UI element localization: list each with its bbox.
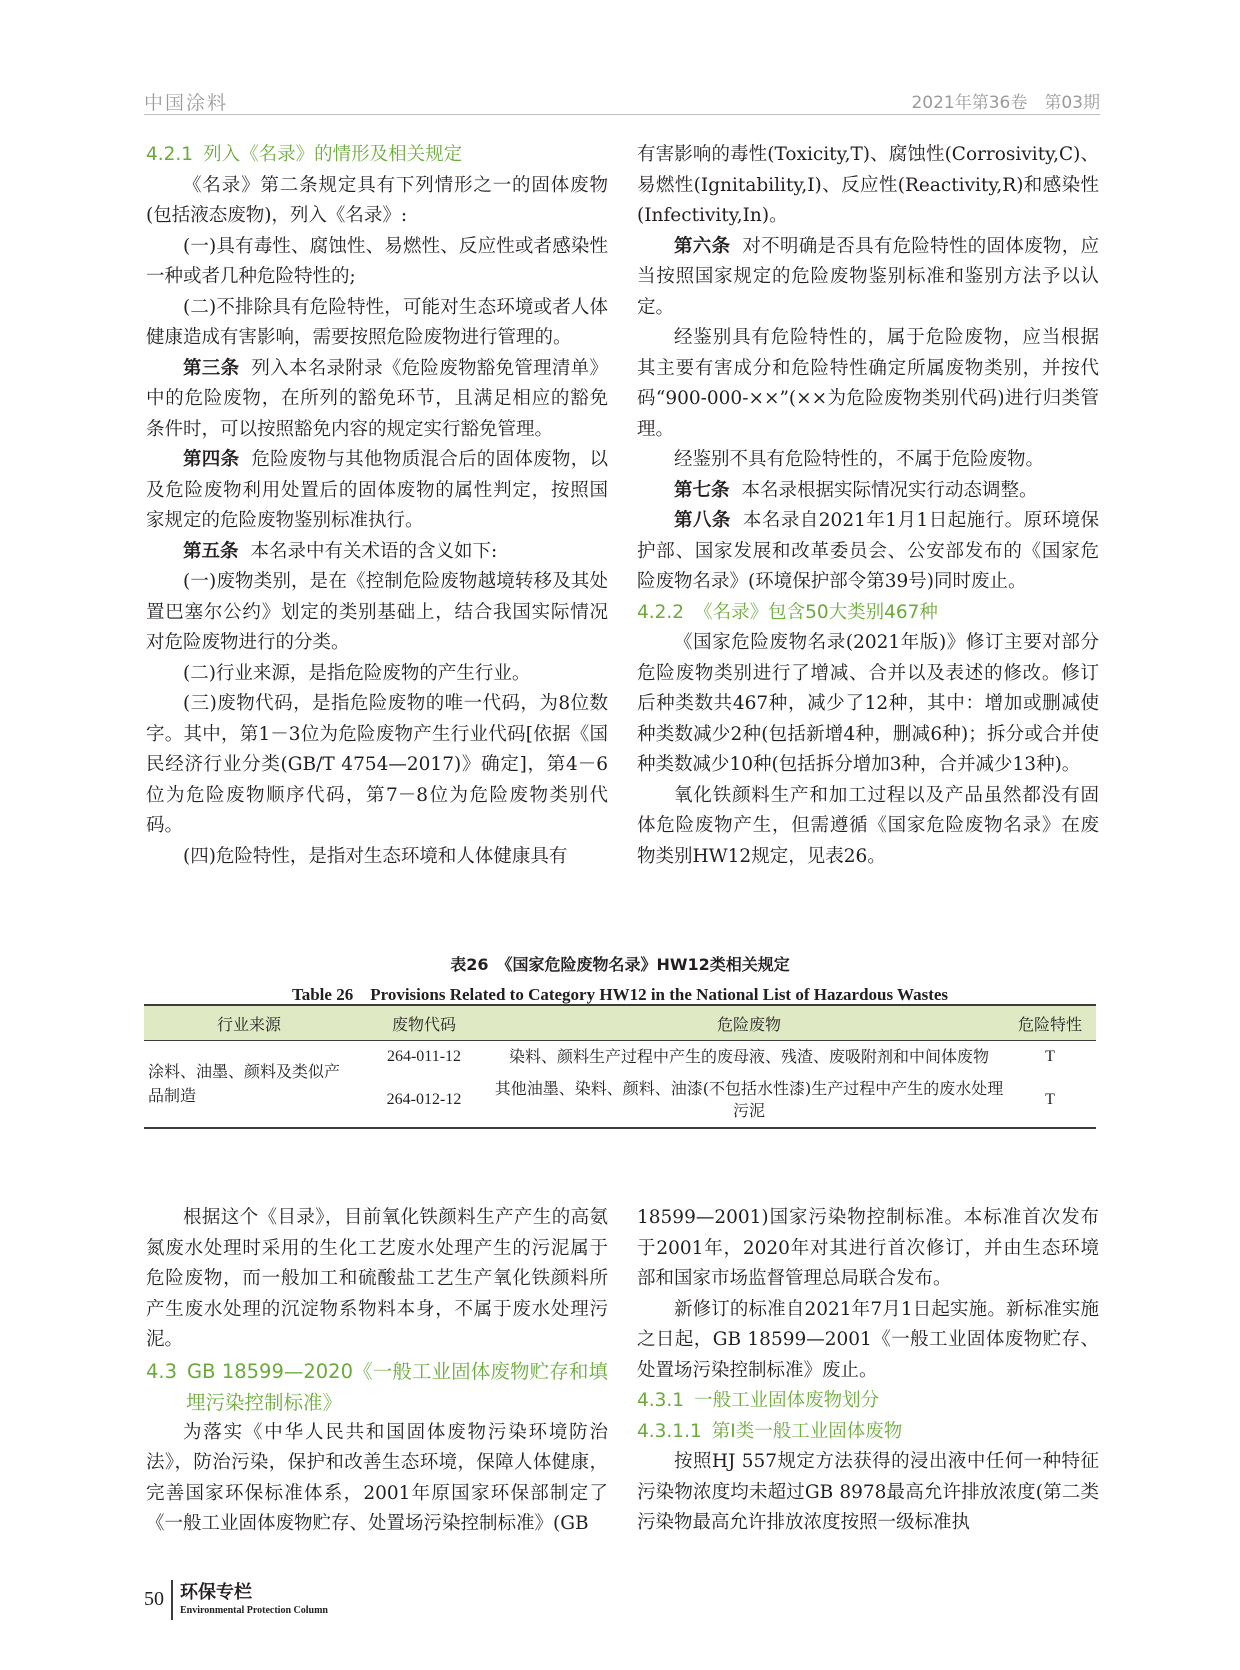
paragraph: 《国家危险废物名录(2021年版)》修订主要对部分危险废物类别进行了增减、合并以及表述的修改。修订后种类数共467种，减少了12种，其中：增加或删减使种类数减少2种(包括新增4种，删减6种)；拆分或合并使种类数减少10种(包括拆分增加3种，合并减少13种)。 [637, 632, 1099, 775]
paragraph: 经鉴别具有危险特性的，属于危险废物，应当根据其主要有害成分和危险特性确定所属废物类别，并按代码“900-000-××”(××为危险废物类别代码)进行归类管理。 [637, 327, 1099, 440]
industry-source-cell: 涂料、油墨、颜料及类似产品制造 [144, 1041, 354, 1129]
paragraph: 氧化铁颜料生产和加工过程以及产品虽然都没有固体危险废物产生，但需遵循《国家危险废物名录》在废物类别HW12规定，见表26。 [637, 784, 1099, 867]
article-label: 第七条 [674, 479, 730, 501]
article-label: 第四条 [183, 449, 240, 470]
column-header: 废物代码 [354, 1005, 494, 1041]
hazard-characteristic-cell: T [1004, 1073, 1096, 1128]
article-text: 对不明确是否具有危险特性的固体废物，应当按照国家规定的危险废物鉴别标准和鉴别方法予以认定。 [637, 235, 1099, 318]
table-header-row [144, 1005, 1096, 1041]
hazardous-waste-cell: 染料、颜料生产过程中产生的废母液、残渣、废吸附剂和中间体废物 [508, 1047, 989, 1066]
heading-text: GB 18599—2020《一般工业固体废物贮存和填埋污染控制标准》 [186, 1359, 608, 1414]
column-name-zh: 环保专栏 [180, 1582, 252, 1603]
paragraph: (一)具有毒性、腐蚀性、易燃性、反应性或者感染性一种或者几种危险特性的; [146, 235, 608, 287]
article-label: 第五条 [183, 540, 239, 562]
article-8 [637, 506, 1099, 598]
paragraph: 为落实《中华人民共和国固体废物污染环境防治法》，防治污染，保护和改善生态环境，保障人体健康，完善国家环保标准体系，2001年原国家环保部制定了《一般工业固体废物贮存、处置场污染控制标准》(GB [146, 1421, 608, 1534]
heading-text: 《名录》包含50大类别467种 [694, 601, 938, 623]
paragraph: (二)不排除具有危险特性，可能对生态环境或者人体健康造成有害影响，需要按照危险废物进行管理的。 [146, 296, 608, 348]
heading-4-2-2 [637, 598, 1099, 629]
article-7 [637, 476, 1099, 507]
column-header: 危险特性 [1004, 1005, 1096, 1041]
journal-name: 中国涂料 [144, 92, 229, 114]
heading-number: 4.2.1 [146, 144, 194, 165]
top-right-column [637, 140, 1099, 872]
article-5 [146, 537, 608, 568]
paragraph: 新修订的标准自2021年7月1日起实施。新标准实施之日起，GB 18599—2001《一般工业固体废物贮存、处置场污染控制标准》废止。 [637, 1298, 1099, 1381]
column-header: 行业来源 [144, 1005, 354, 1041]
footer-divider [171, 1580, 173, 1620]
article-text: 本名录中有关术语的含义如下: [250, 540, 498, 562]
paragraph: 经鉴别不具有危险特性的，不属于危险废物。 [674, 449, 1045, 470]
heading-text: 第Ⅰ类一般工业固体废物 [711, 1420, 903, 1442]
hazardous-waste-table [144, 1004, 1096, 1129]
paragraph: 按照HJ 557规定方法获得的浸出液中任何一种特征污染物浓度均未超过GB 8978最高允许排放浓度(第二类污染物最高允许排放浓度按照一级标准执 [637, 1451, 1099, 1533]
definition: (三)废物代码，是指危险废物的唯一代码，为8位数字。其中，第1－3位为危险废物产生行业代码[依据《国民经济行业分类(GB/T 4754—2017)》确定]，第4－6位为危险废物顺序代码，第7－8位为危险废物类别代码。 [146, 693, 608, 836]
article-6 [637, 232, 1099, 324]
paragraph: 18599—2001)国家污染物控制标准。本标准首次发布于2001年，2020年对其进行首次修订，并由生态环境部和国家市场监督管理总局联合发布。 [637, 1207, 1099, 1289]
article-label: 第六条 [674, 235, 731, 257]
paragraph: 有害影响的毒性(Toxicity,T)、腐蚀性(Corrosivity,C)、易燃性(Ignitability,I)、反应性(Reactivity,R)和感染性(Infectivity,In)。 [637, 144, 1099, 226]
table-caption-zh: 表26 《国家危险废物名录》HW12类相关规定 [450, 955, 790, 974]
article-text: 本名录根据实际情况实行动态调整。 [741, 479, 1038, 501]
header-rule [144, 114, 1100, 115]
heading-text: 一般工业固体废物划分 [694, 1390, 880, 1411]
bottom-left-column [146, 1203, 608, 1540]
article-label: 第八条 [674, 510, 731, 531]
heading-number: 4.3.1.1 [637, 1420, 702, 1442]
definition: (四)危险特性，是指对生态环境和人体健康具有 [183, 845, 568, 867]
column-header: 危险废物 [494, 1005, 1004, 1041]
waste-code-cell: 264-012-12 [354, 1073, 494, 1128]
definition: (一)废物类别，是在《控制危险废物越境转移及其处置巴塞尔公约》划定的类别基础上，结合我国实际情况对危险废物进行的分类。 [146, 571, 608, 653]
paragraph: 根据这个《目录》，目前氧化铁颜料生产产生的高氨氮废水处理时采用的生化工艺废水处理产生的污泥属于危险废物，而一般加工和硫酸盐工艺生产氧化铁颜料所产生废水处理的沉淀物系物料本身，不属于废水处理污泥。 [146, 1207, 608, 1350]
definition: (二)行业来源，是指危险废物的产生行业。 [183, 662, 531, 684]
heading-text: 列入《名录》的情形及相关规定 [203, 144, 463, 165]
paragraph: 《名录》第二条规定具有下列情形之一的固体废物(包括液态废物)，列入《名录》: [146, 174, 608, 226]
table-row [144, 1041, 1096, 1074]
article-text: 列入本名录附录《危险废物豁免管理清单》中的危险废物，在所列的豁免环节，且满足相应的豁免条件时，可以按照豁免内容的规定实行豁免管理。 [146, 357, 608, 440]
heading-4-3-1 [637, 1386, 1099, 1417]
table-caption-en: Table 26 Provisions Related to Category HW12 in the National List of Hazardous Wastes [291, 985, 949, 1004]
column-name-en: Environmental Protection Column [180, 1605, 328, 1616]
article-3 [146, 354, 608, 446]
hazardous-waste-cell: 其他油墨、染料、颜料、油漆(不包括水性漆)生产过程中产生的废水处理污泥 [494, 1073, 1004, 1128]
heading-number: 4.3 [146, 1359, 178, 1383]
top-left-column [146, 140, 608, 872]
heading-number: 4.2.2 [637, 601, 685, 623]
running-header [144, 88, 1100, 114]
issue-info: 2021年第36卷 第03期 [911, 93, 1100, 113]
hazard-characteristic-cell: T [1045, 1048, 1055, 1065]
article-text: 本名录自2021年1月1日起施行。原环境保护部、国家发展和改革委员会、公安部发布的《国家危险废物名录》(环境保护部令第39号)同时废止。 [637, 510, 1099, 592]
waste-code-cell: 264-011-12 [386, 1048, 462, 1065]
heading-number: 4.3.1 [637, 1390, 685, 1411]
article-text: 危险废物与其他物质混合后的固体废物，以及危险废物利用处置后的固体废物的属性判定，按照国家规定的危险废物鉴别标准执行。 [146, 449, 608, 531]
page-number: 50 [144, 1588, 164, 1610]
article-label: 第三条 [183, 357, 240, 379]
heading-4-3 [146, 1356, 608, 1418]
bottom-right-column [637, 1203, 1099, 1539]
heading-4-3-1-1 [637, 1417, 1099, 1448]
heading-4-2-1 [146, 140, 608, 171]
article-4 [146, 445, 608, 537]
